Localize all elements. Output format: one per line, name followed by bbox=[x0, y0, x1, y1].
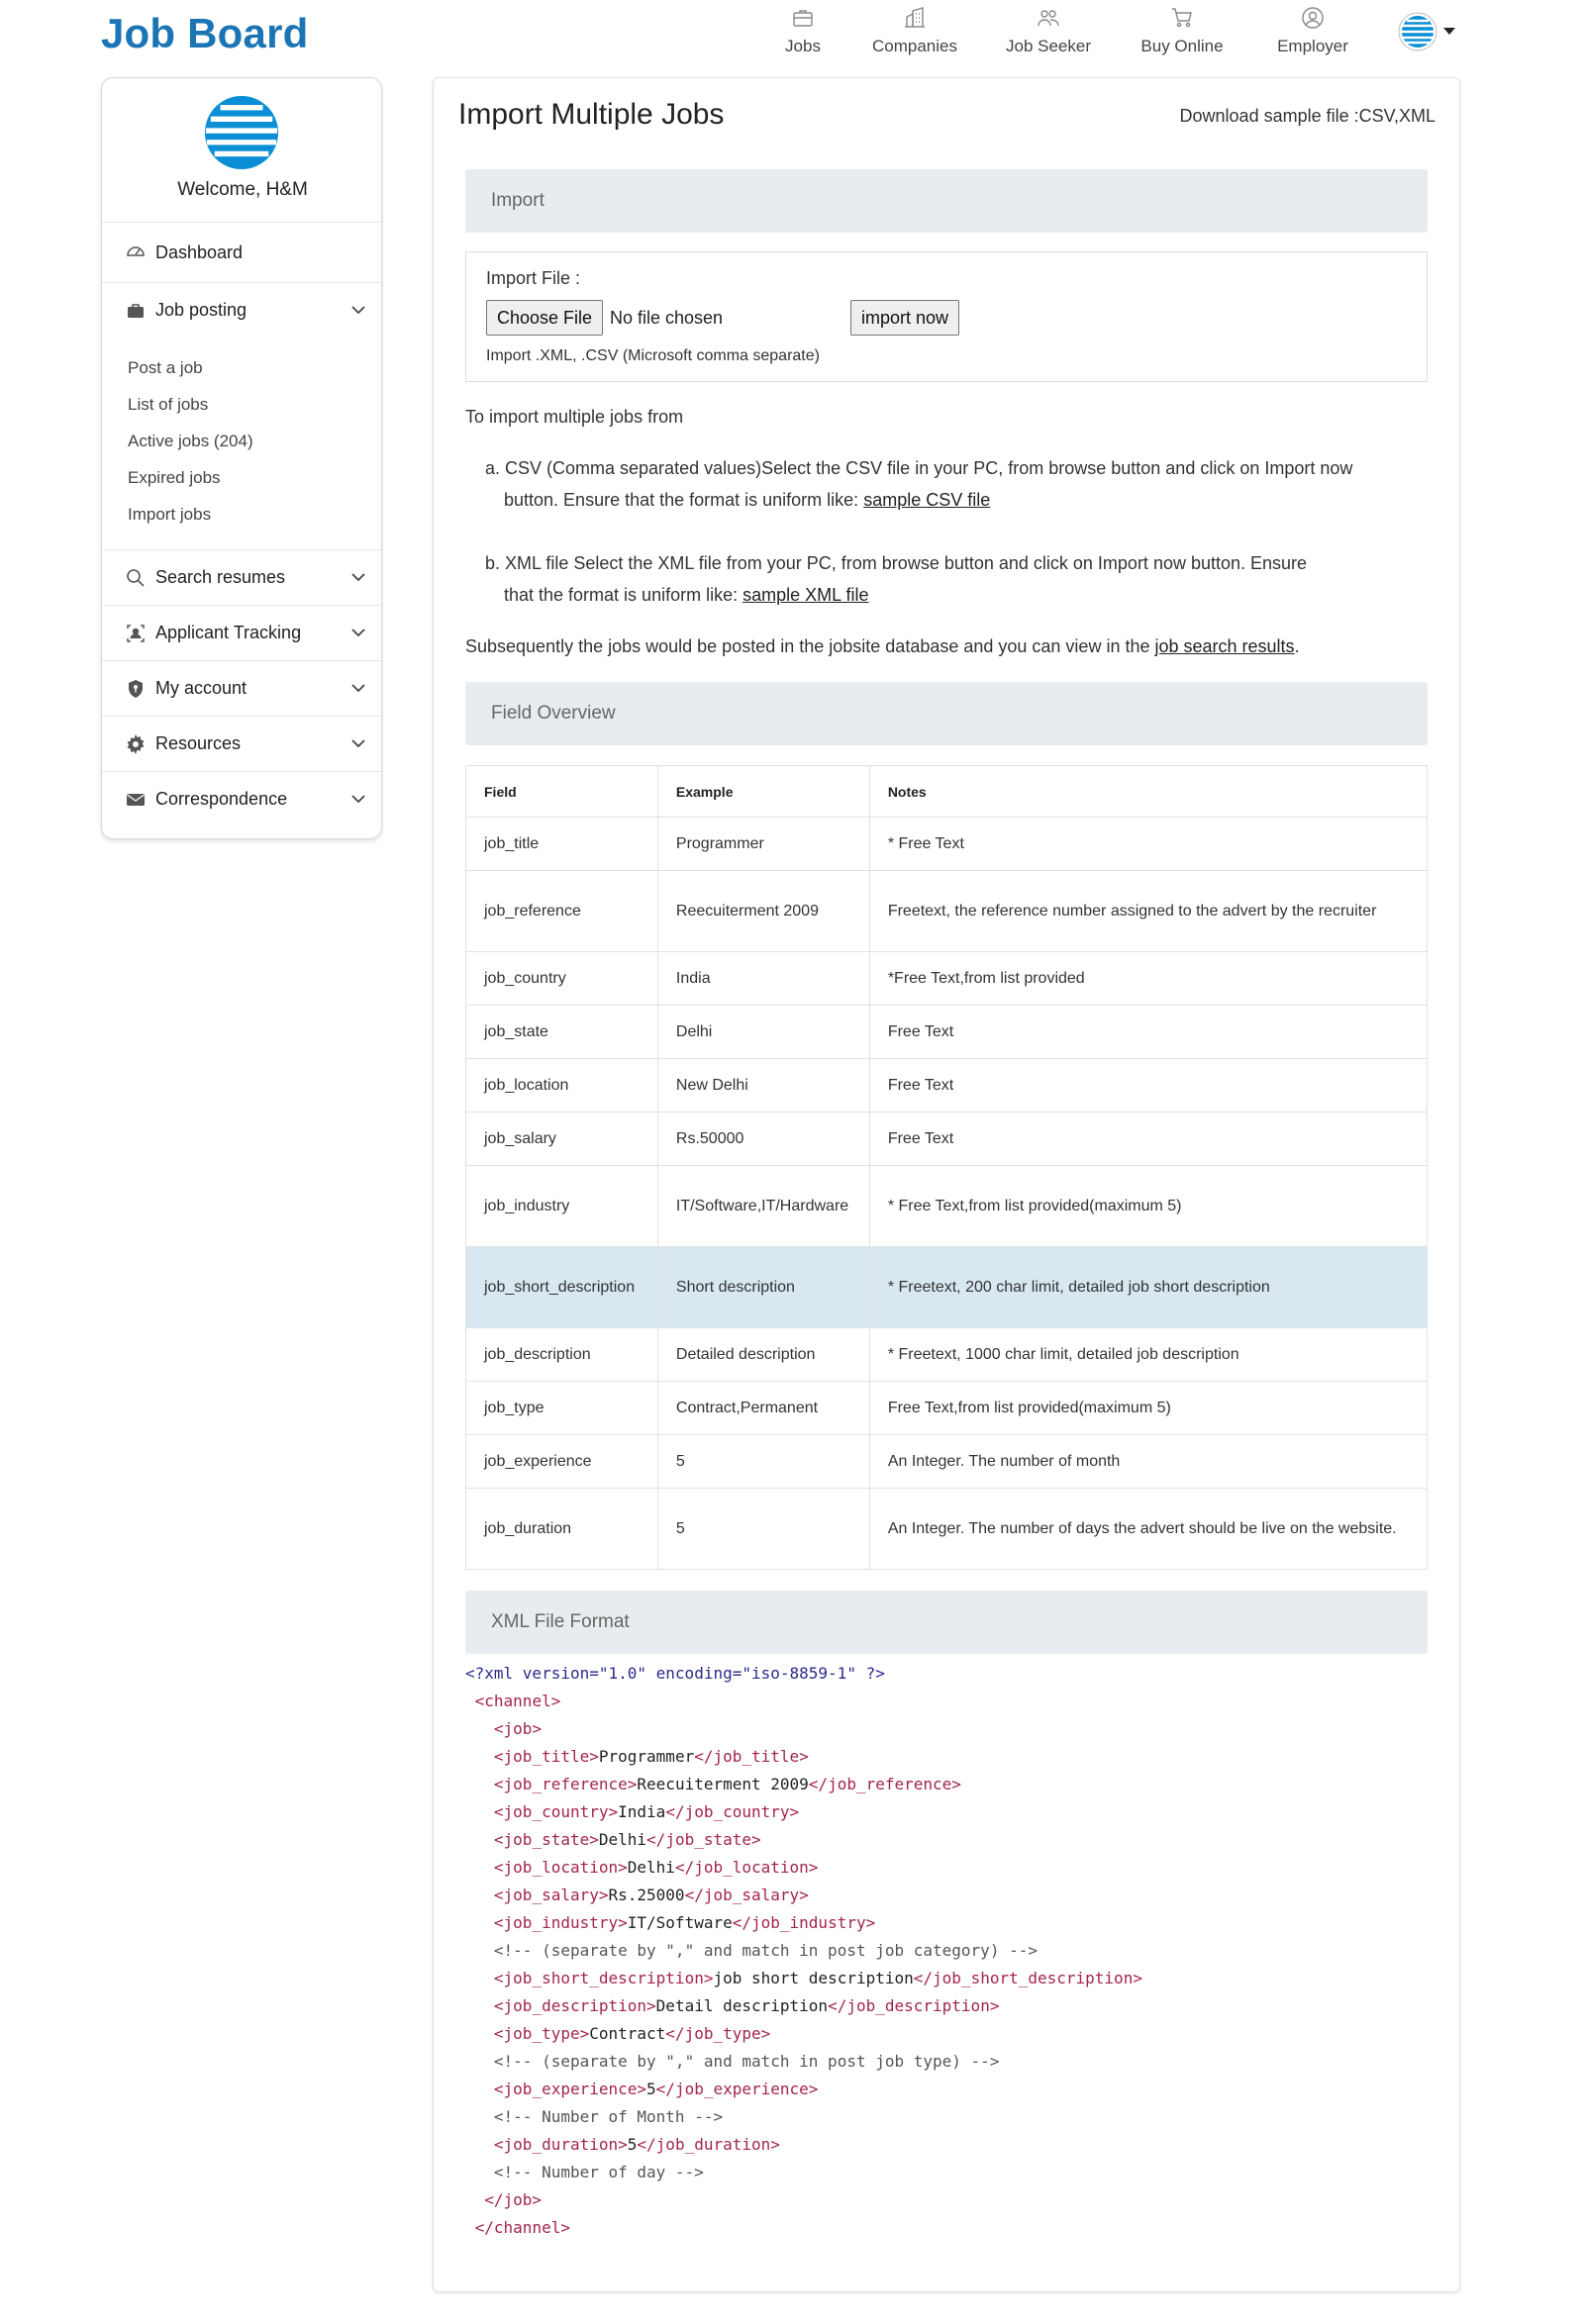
page-title: Import Multiple Jobs bbox=[458, 98, 725, 131]
code-line: <job_country>India</job_country> bbox=[493, 1802, 800, 1821]
code-line: <job_reference>Reecuiterment 2009</job_reference> bbox=[493, 1775, 961, 1793]
sidebar-item-search-resumes[interactable] bbox=[102, 550, 382, 606]
sidebar-item-job-posting[interactable] bbox=[102, 283, 382, 340]
cell-example: Reecuiterment 2009 bbox=[657, 871, 869, 952]
cell-notes: *Free Text,from list provided bbox=[869, 952, 1427, 1006]
field-overview-header bbox=[465, 682, 1428, 745]
code-line: <job_experience>5</job_experience> bbox=[493, 2080, 819, 2098]
code-line: <job_description>Detail description</job_description> bbox=[493, 1996, 1000, 2015]
nav-companies[interactable] bbox=[860, 6, 969, 56]
field-overview-table bbox=[465, 765, 1428, 1570]
cell-field: job_short_description bbox=[466, 1247, 658, 1328]
welcome-text: Welcome, H&M bbox=[177, 179, 308, 200]
cell-notes: An Integer. The number of days the advert should be live on the website. bbox=[869, 1489, 1427, 1570]
table-row bbox=[466, 1166, 1428, 1247]
sidebar-label-applicant-tracking: Applicant Tracking bbox=[155, 623, 302, 642]
code-line: </channel> bbox=[474, 2218, 570, 2237]
header-notes: Notes bbox=[869, 766, 1427, 818]
intro-text: To import multiple jobs from bbox=[465, 407, 684, 427]
account-avatar-icon[interactable] bbox=[1398, 12, 1437, 51]
cell-field: job_type bbox=[466, 1382, 658, 1435]
code-line: <job> bbox=[493, 1719, 543, 1738]
import-file-label: Import File : bbox=[486, 268, 581, 288]
cell-field: job_title bbox=[466, 818, 658, 871]
cell-example: IT/Software,IT/Hardware bbox=[657, 1166, 869, 1247]
cell-notes: Freetext, the reference number assigned to the advert by the recruiter bbox=[869, 871, 1427, 952]
csv-text-line1: a. CSV (Comma separated values)Select the CSV file in your PC, from browse button and click on Import now bbox=[485, 458, 1353, 478]
sidebar-label-correspondence: Correspondence bbox=[155, 789, 288, 809]
cell-example: 5 bbox=[657, 1489, 869, 1570]
table-row bbox=[466, 1006, 1428, 1059]
xml-code-block bbox=[465, 1660, 1142, 2242]
code-line: <job_state>Delhi</job_state> bbox=[493, 1830, 761, 1849]
submenu-expired-jobs[interactable]: Expired jobs bbox=[128, 468, 221, 487]
import-section-title: Import bbox=[491, 190, 544, 211]
table-row bbox=[466, 818, 1428, 871]
sidebar-label-my-account: My account bbox=[155, 678, 248, 698]
sidebar-item-dashboard[interactable] bbox=[102, 223, 382, 283]
code-line: <!-- (separate by "," and match in post job category) --> bbox=[493, 1941, 1038, 1960]
sidebar-label-search-resumes: Search resumes bbox=[155, 567, 286, 587]
briefcase-icon bbox=[126, 301, 146, 321]
sidebar-label-dashboard: Dashboard bbox=[155, 242, 244, 262]
code-line: <job_title>Programmer</job_title> bbox=[493, 1747, 809, 1766]
sidebar-label-resources: Resources bbox=[155, 733, 242, 753]
code-line: </job> bbox=[484, 2190, 543, 2209]
shield-icon bbox=[126, 679, 146, 699]
sidebar-label-job-posting: Job posting bbox=[155, 300, 248, 320]
header-field: Field bbox=[466, 766, 658, 818]
gauge-icon bbox=[126, 241, 146, 260]
subsequent-text bbox=[465, 630, 1300, 662]
chevron-down-icon[interactable] bbox=[349, 679, 367, 697]
cell-notes: * Freetext, 1000 char limit, detailed job description bbox=[869, 1328, 1427, 1382]
no-file-chosen-text: No file chosen bbox=[610, 308, 724, 328]
sidebar-item-my-account[interactable] bbox=[102, 661, 382, 717]
nav-job-seeker[interactable] bbox=[994, 6, 1103, 56]
table-row bbox=[466, 1382, 1428, 1435]
sample-download-link[interactable]: Download sample file :CSV,XML bbox=[1179, 106, 1436, 126]
cell-example: New Delhi bbox=[657, 1059, 869, 1113]
sample-xml-link[interactable]: sample XML file bbox=[742, 585, 869, 605]
cell-example: Short description bbox=[657, 1247, 869, 1328]
code-line: <job_duration>5</job_duration> bbox=[493, 2135, 780, 2154]
csv-instructions bbox=[485, 452, 1436, 516]
cell-field: job_country bbox=[466, 952, 658, 1006]
code-line: <?xml version="1.0" encoding="iso-8859-1" ?> bbox=[465, 1664, 885, 1683]
table-row-highlighted bbox=[466, 1247, 1428, 1328]
cell-example: 5 bbox=[657, 1435, 869, 1489]
cell-field: job_experience bbox=[466, 1435, 658, 1489]
table-row bbox=[466, 1489, 1428, 1570]
cell-notes: An Integer. The number of month bbox=[869, 1435, 1427, 1489]
briefcase-icon bbox=[748, 6, 857, 34]
import-now-button[interactable]: import now bbox=[850, 300, 959, 336]
sidebar bbox=[101, 77, 382, 839]
nav-employer-label: Employer bbox=[1277, 37, 1348, 55]
cart-icon bbox=[1128, 6, 1237, 34]
cell-notes: * Free Text,from list provided(maximum 5) bbox=[869, 1166, 1427, 1247]
nav-jobs[interactable] bbox=[748, 6, 857, 56]
sidebar-item-applicant-tracking[interactable] bbox=[102, 606, 382, 661]
code-line: <job_salary>Rs.25000</job_salary> bbox=[493, 1886, 809, 1904]
xml-text-prefix: that the format is uniform like: bbox=[504, 585, 743, 605]
code-line: <channel> bbox=[474, 1692, 561, 1710]
submenu-post-job[interactable]: Post a job bbox=[128, 358, 203, 377]
cell-field: job_description bbox=[466, 1328, 658, 1382]
cell-field: job_industry bbox=[466, 1166, 658, 1247]
cell-notes: * Free Text bbox=[869, 818, 1427, 871]
xml-text-line2 bbox=[485, 579, 1436, 611]
import-format-hint: Import .XML, .CSV (Microsoft comma separate) bbox=[486, 347, 820, 364]
logo[interactable]: Job Board bbox=[101, 10, 309, 56]
job-search-results-link[interactable]: job search results bbox=[1154, 636, 1295, 656]
code-line: <!-- Number of Month --> bbox=[493, 2107, 724, 2126]
code-line: <job_short_description>job short description</job_short_description> bbox=[493, 1969, 1142, 1987]
chevron-down-icon[interactable] bbox=[349, 734, 367, 752]
sidebar-item-resources[interactable] bbox=[102, 717, 382, 772]
code-line: <!-- Number of day --> bbox=[493, 2163, 704, 2181]
cell-notes: * Freetext, 200 char limit, detailed job short description bbox=[869, 1247, 1427, 1328]
nav-buy-online-label: Buy Online bbox=[1140, 37, 1224, 55]
submenu-import-jobs[interactable]: Import jobs bbox=[128, 505, 212, 524]
cell-field: job_salary bbox=[466, 1113, 658, 1166]
import-section-header bbox=[465, 169, 1428, 233]
header-example: Example bbox=[657, 766, 869, 818]
nav-employer[interactable] bbox=[1258, 6, 1367, 56]
submenu-active-jobs[interactable]: Active jobs (204) bbox=[128, 432, 253, 450]
cell-field: job_duration bbox=[466, 1489, 658, 1570]
cell-field: job_reference bbox=[466, 871, 658, 952]
code-line: <job_location>Delhi</job_location> bbox=[493, 1858, 819, 1877]
top-nav bbox=[0, 6, 1584, 65]
choose-file-button[interactable]: Choose File bbox=[486, 300, 603, 336]
xml-format-title: XML File Format bbox=[491, 1611, 630, 1632]
subsequent-prefix: Subsequently the jobs would be posted in the jobsite database and you can view in the bbox=[465, 636, 1155, 656]
company-logo-icon bbox=[203, 94, 280, 171]
cell-field: job_state bbox=[466, 1006, 658, 1059]
cell-notes: Free Text bbox=[869, 1059, 1427, 1113]
cell-example: Contract,Permanent bbox=[657, 1382, 869, 1435]
gear-icon bbox=[126, 734, 146, 754]
nav-buy-online[interactable] bbox=[1128, 6, 1237, 56]
cell-example: India bbox=[657, 952, 869, 1006]
nav-jobs-label: Jobs bbox=[785, 37, 821, 55]
user-circle-icon bbox=[1258, 6, 1367, 34]
cell-example: Programmer bbox=[657, 818, 869, 871]
cell-notes: Free Text,from list provided(maximum 5) bbox=[869, 1382, 1427, 1435]
cell-notes: Free Text bbox=[869, 1113, 1427, 1166]
import-form bbox=[465, 251, 1428, 382]
submenu-list-jobs[interactable]: List of jobs bbox=[128, 395, 209, 414]
csv-text-prefix: button. Ensure that the format is uniform like: bbox=[504, 490, 864, 510]
table-row bbox=[466, 1435, 1428, 1489]
table-header-row bbox=[466, 766, 1428, 818]
cell-example: Detailed description bbox=[657, 1328, 869, 1382]
chevron-down-icon[interactable] bbox=[349, 624, 367, 641]
users-icon bbox=[994, 6, 1103, 34]
nav-job-seeker-label: Job Seeker bbox=[1006, 37, 1091, 55]
id-badge-icon bbox=[126, 624, 146, 643]
cell-example: Rs.50000 bbox=[657, 1113, 869, 1166]
table-row bbox=[466, 952, 1428, 1006]
code-line: <!-- (separate by "," and match in post job type) --> bbox=[493, 2052, 1000, 2071]
cell-field: job_location bbox=[466, 1059, 658, 1113]
search-icon bbox=[126, 568, 146, 588]
table-row bbox=[466, 871, 1428, 952]
field-overview-title: Field Overview bbox=[491, 703, 616, 724]
job-posting-submenu bbox=[102, 340, 382, 550]
profile-card bbox=[102, 78, 381, 223]
chevron-down-icon[interactable] bbox=[349, 790, 367, 808]
sidebar-item-correspondence[interactable] bbox=[102, 772, 382, 827]
csv-text-line2 bbox=[485, 484, 1436, 516]
building-icon bbox=[860, 6, 969, 34]
main-content bbox=[433, 77, 1460, 2292]
sample-csv-link[interactable]: sample CSV file bbox=[863, 490, 991, 510]
xml-format-header bbox=[465, 1591, 1428, 1654]
cell-example: Delhi bbox=[657, 1006, 869, 1059]
account-dropdown-icon[interactable] bbox=[1443, 28, 1455, 35]
code-line: <job_industry>IT/Software</job_industry> bbox=[493, 1913, 876, 1932]
xml-text-line1: b. XML file Select the XML file from your PC, from browse button and click on Import now button. Ensure bbox=[485, 553, 1308, 573]
subsequent-end: . bbox=[1294, 636, 1300, 656]
envelope-icon bbox=[126, 790, 146, 810]
header bbox=[0, 0, 1584, 73]
chevron-down-icon[interactable] bbox=[349, 301, 367, 319]
cell-notes: Free Text bbox=[869, 1006, 1427, 1059]
table-row bbox=[466, 1328, 1428, 1382]
nav-companies-label: Companies bbox=[872, 37, 957, 55]
table-row bbox=[466, 1059, 1428, 1113]
xml-instructions bbox=[485, 547, 1436, 611]
code-line: <job_type>Contract</job_type> bbox=[493, 2024, 771, 2043]
table-row bbox=[466, 1113, 1428, 1166]
chevron-down-icon[interactable] bbox=[349, 568, 367, 586]
